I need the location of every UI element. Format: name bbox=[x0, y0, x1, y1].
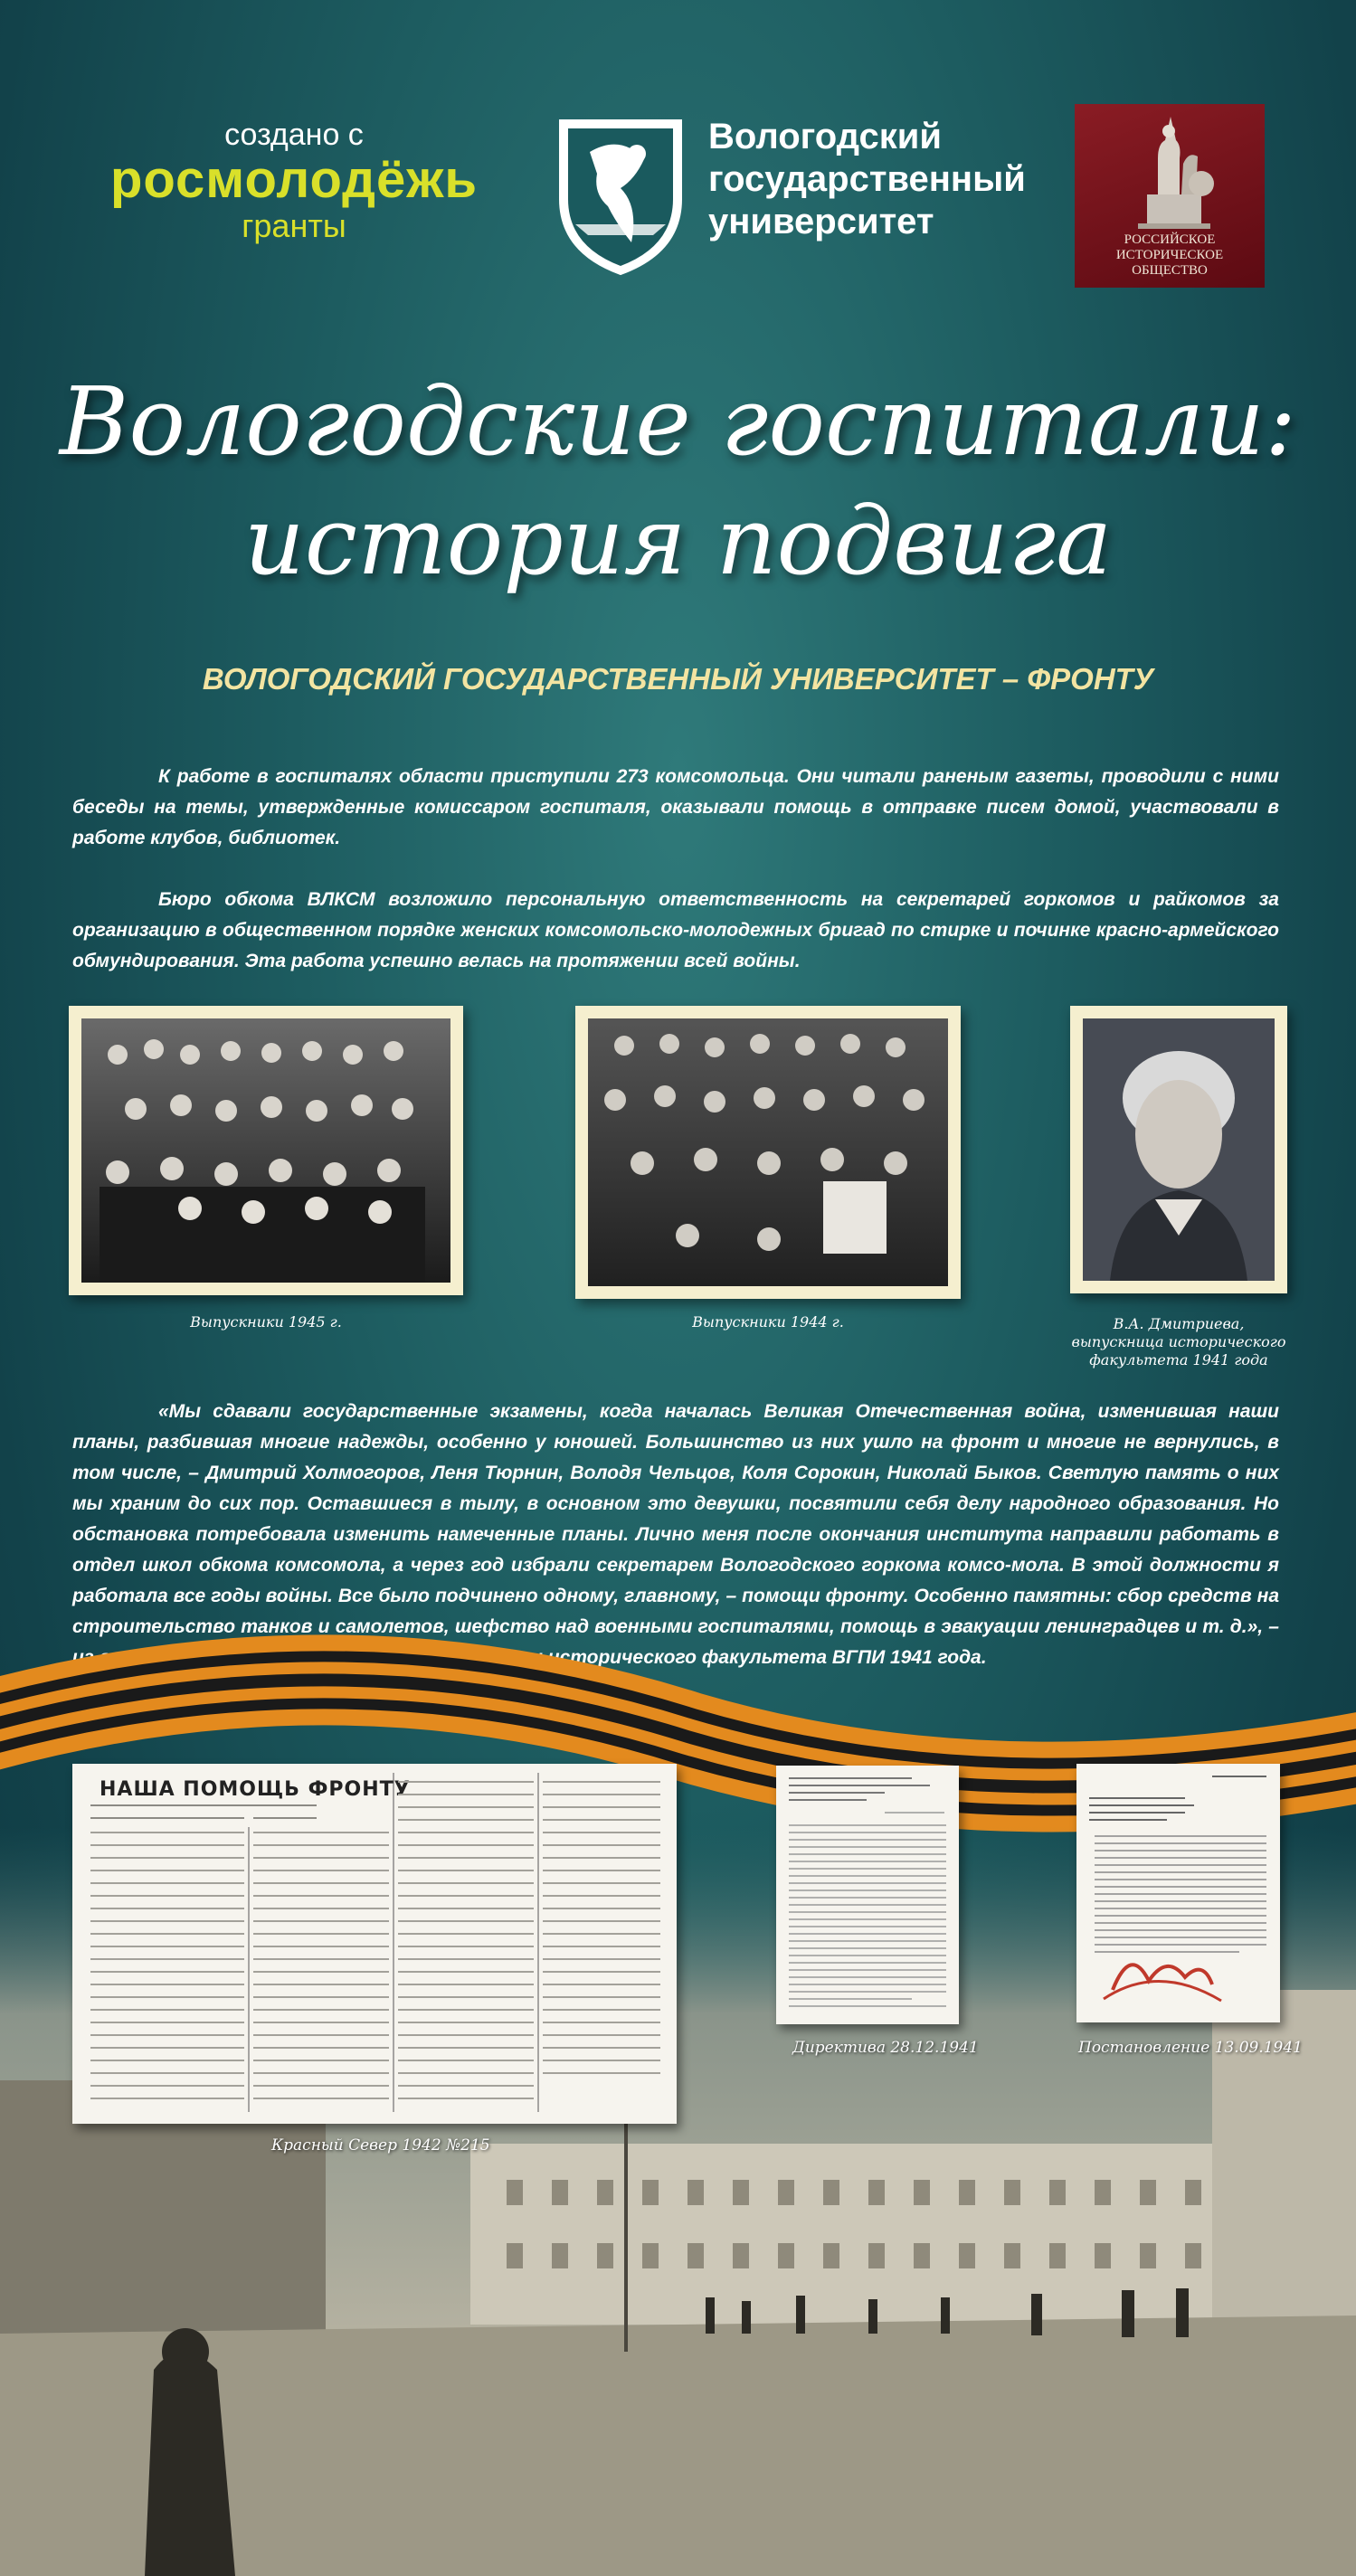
rio-logo bbox=[1075, 104, 1265, 288]
photo-dmitrieva bbox=[1070, 1006, 1287, 1293]
directive-document bbox=[776, 1766, 959, 2024]
newspaper-headline: НАША ПОМОЩЬ ФРОНТУ bbox=[100, 1778, 411, 1801]
caption-line: выпускница исторического bbox=[1071, 1333, 1286, 1350]
caption-line: В.А. Дмитриева, bbox=[1113, 1315, 1245, 1332]
paragraph-bureau: Бюро обкома ВЛКСМ возложило персональную ответственность на секретарей горкомов и райкомов за организацию в общественном порядке женских комсомольско-молодежных бригад по стирке и починке красно-армейского обмундирования. Эта работа успешно велась на протяжении всей войны. bbox=[72, 889, 1279, 971]
paragraph-memoir: «Мы сдавали государственные экзамены, когда началась Великая Отечественная война, изменившая наши планы, разбившая многие надежды, особенно у юношей. Большинство из них ушло на фронт и многие не вернулись, в том числе, – Дмитрий Холмогоров, Леня Тюрнин, Володя Чельцов, Коля Сорокин, Николай Быков. Светлую память о них мы храним до сих пор. Оставшиеся в тылу, в основном это девушки, посвятили себя делу народного образования. Но обстановка потребовала изменить намеченные планы. Лично меня после окончания института направили работать в отдел школ обкома комсомола, а через год избрали секретарем Вологодского горкома комсо-мола. В этой должности я работала все годы войны. Все было подчинено одному, главному, – помощи фронту. Особенно памятны: сбор средств на строительство танков и самолетов, шефство над военными госпиталями, помощь в эвакуации ленинградцев и т. д.», – из воспоминаний В.А. Дмитриевой, выпускницы исторического факультета ВГПИ 1941 года. bbox=[72, 1401, 1279, 1668]
grant-bottom-text: гранты bbox=[242, 207, 346, 244]
paragraph-komsomol: К работе в госпиталях области приступили 273 комсомольца. Они читали раненым газеты, проводили с ними беседы на темы, утвержденные комиссаром госпиталя, оказывали помощь в отправке писем домой, участвовали в работе клубов, библиотек. bbox=[72, 766, 1279, 848]
university-name bbox=[708, 116, 1026, 243]
rio-text bbox=[1075, 232, 1265, 279]
newspaper-columns-icon bbox=[72, 1764, 677, 2124]
document-text-icon bbox=[1076, 1764, 1280, 2022]
portrait-photo bbox=[1083, 1018, 1275, 1281]
photo-graduates-1944 bbox=[575, 1006, 961, 1299]
rio-line: РОССИЙСКОЕ bbox=[1124, 232, 1216, 247]
caption-directive: Директива 28.12.1941 bbox=[792, 2039, 979, 2057]
rio-line: ИСТОРИЧЕСКОЕ bbox=[1115, 248, 1224, 262]
title-line: Вологодские госпитали: bbox=[59, 366, 1297, 477]
page-subtitle: ВОЛОГОДСКИЙ ГОСУДАРСТВЕННЫЙ УНИВЕРСИТЕТ – ФРОНТУ bbox=[202, 662, 1154, 696]
page-title bbox=[0, 362, 1356, 601]
university-name-line: государственный bbox=[708, 159, 1026, 199]
caption-graduates-1944: Выпускники 1944 г. bbox=[692, 1313, 844, 1331]
grant-name-text: росмолодёжь bbox=[109, 150, 479, 209]
grant-top-text: создано с bbox=[224, 118, 364, 152]
rosmolodezh-logo bbox=[86, 118, 502, 245]
resolution-document bbox=[1076, 1764, 1280, 2022]
caption-dmitrieva bbox=[1043, 1315, 1314, 1369]
title-line: история подвига bbox=[243, 486, 1113, 596]
photo-graduates-1945 bbox=[69, 1006, 463, 1295]
caption-resolution: Постановление 13.09.1941 bbox=[1078, 2039, 1303, 2057]
group-photo-1945 bbox=[81, 1018, 450, 1283]
university-name-line: Вологодский bbox=[708, 117, 942, 156]
document-text-icon bbox=[776, 1766, 959, 2024]
caption-newspaper: Красный Север 1942 №215 bbox=[271, 2136, 490, 2155]
caption-line: факультета 1941 года bbox=[1089, 1351, 1268, 1368]
university-name-line: университет bbox=[708, 202, 934, 242]
rio-line: ОБЩЕСТВО bbox=[1132, 263, 1208, 278]
caption-graduates-1945: Выпускники 1945 г. bbox=[190, 1313, 342, 1331]
vsu-crest-icon bbox=[554, 116, 687, 279]
group-photo-1944 bbox=[588, 1018, 948, 1286]
monument-icon bbox=[1075, 104, 1265, 231]
newspaper-clipping bbox=[72, 1764, 677, 2124]
